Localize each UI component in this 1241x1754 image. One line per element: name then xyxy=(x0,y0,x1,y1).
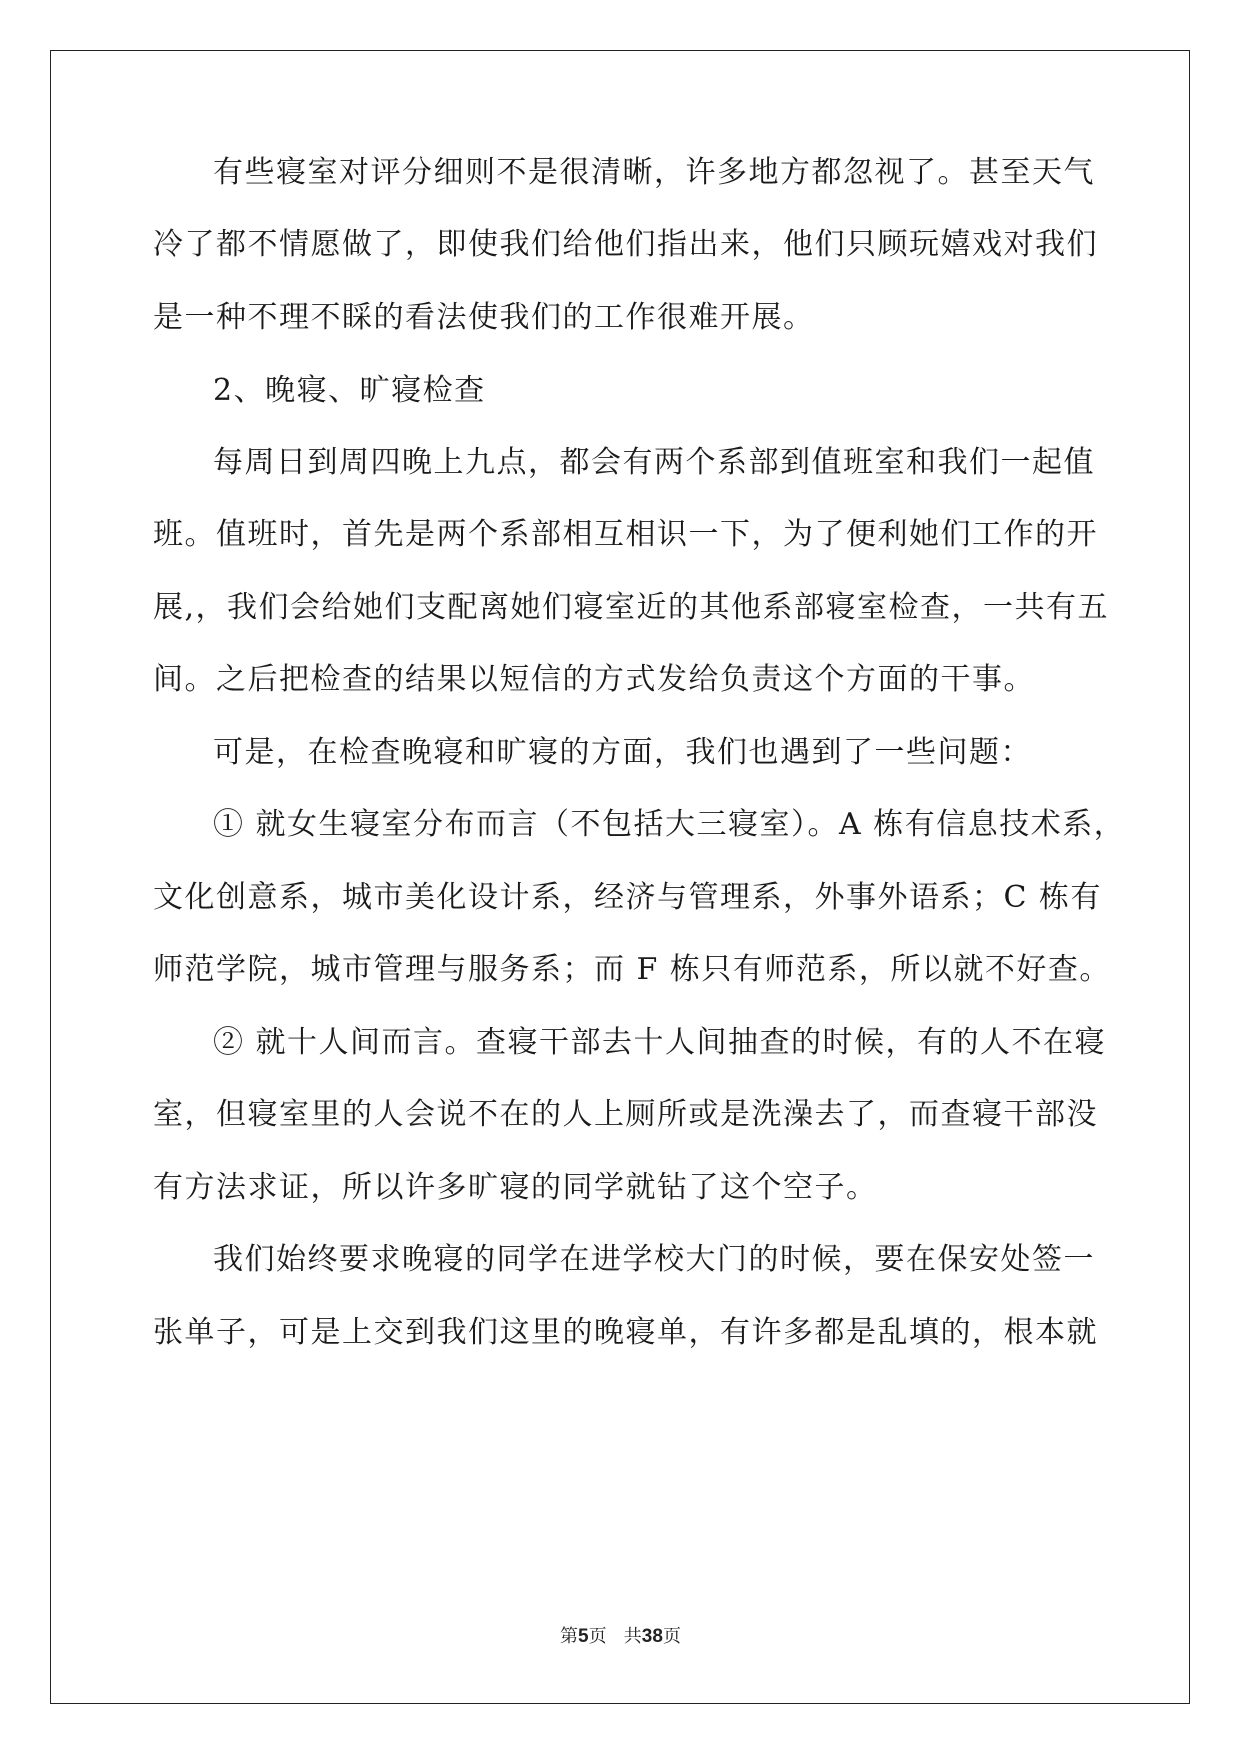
list-item-2-line-1: ② 就十人间而言。查寝干部去十人间抽查的时候，有的人不在寝 xyxy=(213,1025,1107,1060)
body-line-8: 间。之后把检查的结果以短信的方式发给负责这个方面的干事。 xyxy=(153,662,1035,697)
body-line-3: 是一种不理不睬的看法使我们的工作很难开展。 xyxy=(153,300,815,335)
page-number: 5 xyxy=(578,1626,589,1647)
list-item-2-line-3: 有方法求证，所以许多旷寝的同学就钻了这个空子。 xyxy=(153,1170,878,1205)
section-heading: 2、晚寝、旷寝检查 xyxy=(213,373,486,408)
body-line-7: 展,，我们会给她们支配离她们寝室近的其他系部寝室检查，一共有五 xyxy=(153,590,1110,625)
body-line-5: 每周日到周四晚上九点，都会有两个系部到值班室和我们一起值 xyxy=(213,445,1095,480)
body-line-1: 有些寝室对评分细则不是很清晰，许多地方都忽视了。甚至天气 xyxy=(213,155,1095,190)
body-line-6: 班。值班时，首先是两个系部相互相识一下，为了便利她们工作的开 xyxy=(153,517,1098,552)
total-suffix: 页 xyxy=(662,1626,681,1647)
page-border xyxy=(50,50,1190,1704)
list-item-2-line-2: 室，但寝室里的人会说不在的人上厕所或是洗澡去了，而查寝干部没 xyxy=(153,1097,1098,1132)
body-line-17: 张单子，可是上交到我们这里的晚寝单，有许多都是乱填的，根本就 xyxy=(153,1315,1098,1350)
page-footer xyxy=(0,1625,1241,1649)
page-suffix: 页 xyxy=(588,1626,607,1647)
list-item-1-line-2: 文化创意系，城市美化设计系，经济与管理系，外事外语系；C 栋有 xyxy=(153,880,1102,915)
body-line-9: 可是，在检查晚寝和旷寝的方面，我们也遇到了一些问题： xyxy=(213,735,1032,770)
body-line-16: 我们始终要求晚寝的同学在进学校大门的时候，要在保安处签一 xyxy=(213,1242,1095,1277)
list-item-1-line-1: ① 就女生寝室分布而言（不包括大三寝室）。A 栋有信息技术系， xyxy=(213,807,1126,842)
total-prefix: 共 xyxy=(623,1626,642,1647)
list-item-1-line-3: 师范学院，城市管理与服务系；而 F 栋只有师范系，所以就不好查。 xyxy=(153,952,1111,987)
total-pages: 38 xyxy=(641,1626,663,1647)
body-line-2: 冷了都不情愿做了，即使我们给他们指出来，他们只顾玩嬉戏对我们 xyxy=(153,227,1098,262)
page-prefix: 第 xyxy=(560,1626,579,1647)
